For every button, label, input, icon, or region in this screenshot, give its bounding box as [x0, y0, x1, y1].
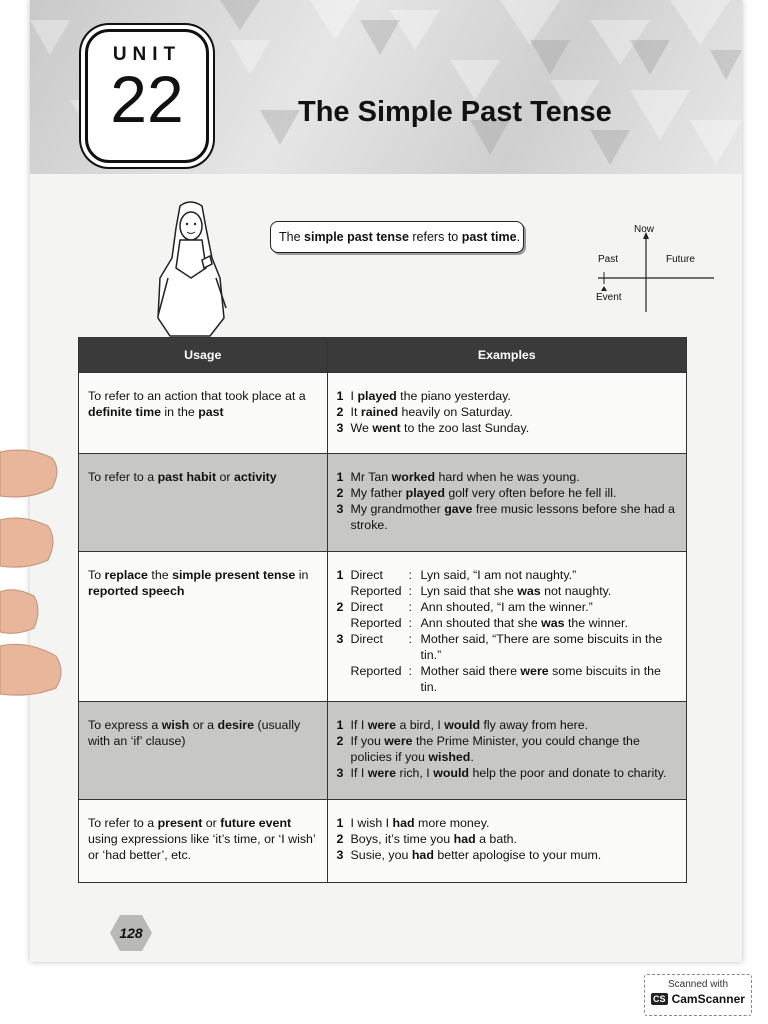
speech-type-label: Reported	[350, 584, 402, 598]
example-number	[337, 663, 351, 695]
example-text	[351, 847, 602, 863]
text-run: fly away from here.	[480, 718, 589, 732]
text-run: were	[520, 664, 549, 678]
example-text	[351, 420, 530, 436]
text-run: heavily on Saturday.	[398, 405, 513, 419]
example-number: 2	[336, 405, 344, 419]
text-run: more money.	[414, 816, 490, 830]
text-run: My grandmother	[350, 502, 445, 516]
text-run: using expressions like ‘it’s time, or ‘I wish’ or ‘had better’, etc.	[88, 832, 316, 862]
text-run: Ann shouted that she	[420, 616, 542, 630]
usage-table	[78, 337, 687, 883]
text-run: present	[157, 816, 203, 830]
watermark-line: Scanned with	[667, 979, 729, 990]
camscanner-logo-row	[645, 992, 751, 1006]
colon: :	[408, 584, 412, 598]
example-text	[351, 501, 678, 533]
hand-fingers	[0, 0, 70, 720]
text-run: gave	[444, 502, 473, 516]
text-run: not naughty.	[540, 584, 612, 598]
example-item	[337, 733, 678, 765]
text-run: to the zoo last Sunday.	[400, 421, 530, 435]
examples-cell	[327, 454, 686, 552]
text-run: Mr Tan	[350, 470, 392, 484]
example-number: 2	[336, 832, 344, 846]
text-run: was	[541, 616, 565, 630]
text-run: If I	[350, 766, 368, 780]
text-run: Mother said, “There are some biscuits in the tin.”	[420, 632, 663, 662]
text-run: Lyn said, “I am not naughty.”	[420, 568, 577, 582]
text-run: To refer to a	[88, 470, 158, 484]
usage-cell	[79, 454, 328, 552]
text-run: worked	[391, 470, 436, 484]
timeline-past-label: Past	[598, 254, 619, 265]
example-text	[351, 815, 490, 831]
speech-type-label: Direct	[350, 632, 383, 646]
text-run: rained	[360, 405, 399, 419]
text-run: (usually with an ‘if’ clause)	[88, 718, 301, 748]
text-run: To	[88, 568, 105, 582]
timeline-event-label: Event	[596, 292, 622, 303]
example-item	[337, 831, 678, 847]
text-run: went	[372, 421, 401, 435]
text-run: in	[295, 568, 309, 582]
text-run: My father	[350, 486, 406, 500]
text-run: past	[198, 405, 224, 419]
example-item	[337, 765, 678, 781]
text-run: Susie, you	[350, 848, 412, 862]
example-number: 1	[336, 718, 344, 732]
text-run: We	[350, 421, 373, 435]
text-run: had	[453, 832, 476, 846]
text-run: If I	[350, 718, 368, 732]
colon: :	[408, 616, 412, 630]
text-run: would	[433, 766, 469, 780]
example-item	[337, 469, 678, 485]
text-run: definite time	[88, 405, 161, 419]
text-run: the Prime Minister, you could change the policies if you	[350, 734, 640, 764]
example-text	[351, 388, 511, 404]
colon: :	[408, 600, 412, 614]
reported-speech-item	[337, 567, 678, 599]
examples-cell	[327, 702, 686, 800]
text-run: a bird, I	[396, 718, 445, 732]
example-item	[337, 404, 678, 420]
text-run: If you	[350, 734, 385, 748]
text-run: had	[392, 816, 415, 830]
text-run: played	[405, 486, 445, 500]
table-row	[79, 702, 687, 800]
usage-cell	[79, 552, 328, 702]
text-run: were	[384, 734, 413, 748]
text-run: better apologise to your mum.	[433, 848, 602, 862]
text-run: in the	[160, 405, 199, 419]
example-text	[421, 631, 678, 663]
camscanner-name: CamScanner	[671, 992, 745, 1006]
text-run: golf very often before he fell ill.	[444, 486, 617, 500]
text-run: Ann shouted, “I am the winner.”	[420, 600, 593, 614]
text-run: free music lessons before she had a stroke.	[350, 502, 675, 532]
text-run: hard when he was young.	[435, 470, 580, 484]
text-run: Mother said there	[420, 664, 521, 678]
example-item	[337, 420, 678, 436]
definition-callout	[270, 221, 524, 253]
text-run: or a	[189, 718, 218, 732]
usage-cell	[79, 702, 328, 800]
example-number	[337, 583, 351, 599]
colon: :	[408, 664, 412, 678]
examples-column-header: Examples	[327, 338, 686, 373]
text-run: desire	[217, 718, 255, 732]
example-text	[351, 831, 517, 847]
text-run: the	[147, 568, 173, 582]
example-text	[421, 599, 678, 615]
examples-cell	[327, 373, 686, 454]
table-row	[79, 373, 687, 454]
table-row	[79, 800, 687, 883]
table-row	[79, 552, 687, 702]
text-run: were	[367, 718, 397, 732]
example-number: 3	[336, 421, 344, 435]
usage-cell	[79, 373, 328, 454]
text-run: Boys, it’s time you	[350, 832, 454, 846]
example-number: 1	[336, 816, 344, 830]
speech-type-label: Direct	[350, 568, 383, 582]
example-text	[421, 615, 678, 631]
text-run: .	[470, 750, 474, 764]
colon: :	[408, 568, 412, 582]
example-number: 3	[336, 766, 344, 780]
example-number: 3	[336, 848, 344, 862]
speech-type-label: Reported	[350, 664, 402, 678]
cs-logo-icon: CS	[653, 994, 666, 1004]
usage-column-header: Usage	[79, 338, 328, 373]
text-run: were	[367, 766, 397, 780]
example-item	[337, 388, 678, 404]
examples-cell	[327, 552, 686, 702]
example-text	[351, 765, 667, 781]
example-text	[351, 469, 580, 485]
text-run: had	[411, 848, 434, 862]
text-run: Lyn said that she	[420, 584, 518, 598]
page-title: The Simple Past Tense	[298, 96, 612, 128]
colon: :	[408, 632, 412, 646]
reported-speech-item	[337, 631, 678, 695]
camscanner-watermark	[644, 974, 752, 1016]
timeline-now-label: Now	[634, 224, 655, 235]
reported-speech-item	[337, 599, 678, 631]
usage-cell	[79, 800, 328, 883]
text-run: It	[350, 405, 361, 419]
page-number-badge	[110, 914, 152, 952]
example-number: 2	[336, 734, 344, 748]
example-text	[351, 733, 678, 765]
text-run: To refer to a	[88, 816, 158, 830]
page-number: 128	[119, 925, 143, 941]
timeline-future-label: Future	[666, 254, 695, 265]
example-number: 3	[336, 502, 344, 516]
table-header-row	[79, 338, 687, 373]
text-run: rich, I	[396, 766, 434, 780]
unit-number: 22	[110, 62, 184, 136]
example-text	[351, 717, 589, 733]
text-run: activity	[234, 470, 277, 484]
text-run: or	[216, 470, 234, 484]
unit-banner	[30, 0, 742, 174]
text-run: help the poor and donate to charity.	[469, 766, 667, 780]
text-run: I	[350, 389, 358, 403]
text-run: the winner.	[564, 616, 628, 630]
text-run: would	[444, 718, 481, 732]
example-item	[337, 815, 678, 831]
unit-label: UNIT	[112, 44, 182, 65]
example-number: 1	[336, 568, 344, 582]
text-run: some biscuits in the tin.	[420, 664, 661, 694]
text-run: To express a	[88, 718, 162, 732]
text-run: past habit	[157, 470, 217, 484]
table-row	[79, 454, 687, 552]
student-illustration	[150, 198, 230, 338]
speech-type-label: Reported	[350, 616, 402, 630]
example-number: 2	[336, 486, 344, 500]
example-item	[337, 501, 678, 533]
example-number: 3	[336, 632, 344, 646]
text-run: or	[202, 816, 221, 830]
text-run: wish	[161, 718, 190, 732]
speech-type-label: Direct	[350, 600, 383, 614]
example-number: 2	[336, 600, 344, 614]
timeline-diagram	[578, 220, 728, 316]
example-text	[351, 404, 513, 420]
text-run: simple present tense	[172, 568, 296, 582]
text-run: replace	[104, 568, 148, 582]
text-run: reported speech	[88, 584, 185, 598]
callout-text: The simple past tense refers to past time.	[279, 230, 521, 244]
text-run: future event	[220, 816, 292, 830]
examples-cell	[327, 800, 686, 883]
example-text	[351, 485, 617, 501]
example-number: 1	[336, 389, 344, 403]
example-text	[421, 583, 678, 599]
text-run: was	[517, 584, 541, 598]
text-run: To refer to an action that took place at a	[88, 389, 306, 403]
unit-badge	[85, 29, 209, 163]
text-run: a bath.	[475, 832, 517, 846]
example-item	[337, 847, 678, 863]
text-run: I wish I	[350, 816, 393, 830]
example-text	[421, 663, 678, 695]
example-item	[337, 717, 678, 733]
example-text	[421, 567, 678, 583]
text-run: wished	[428, 750, 471, 764]
text-run: played	[357, 389, 397, 403]
text-run: the piano yesterday.	[396, 389, 511, 403]
example-item	[337, 485, 678, 501]
example-number: 1	[336, 470, 344, 484]
example-number	[337, 615, 351, 631]
